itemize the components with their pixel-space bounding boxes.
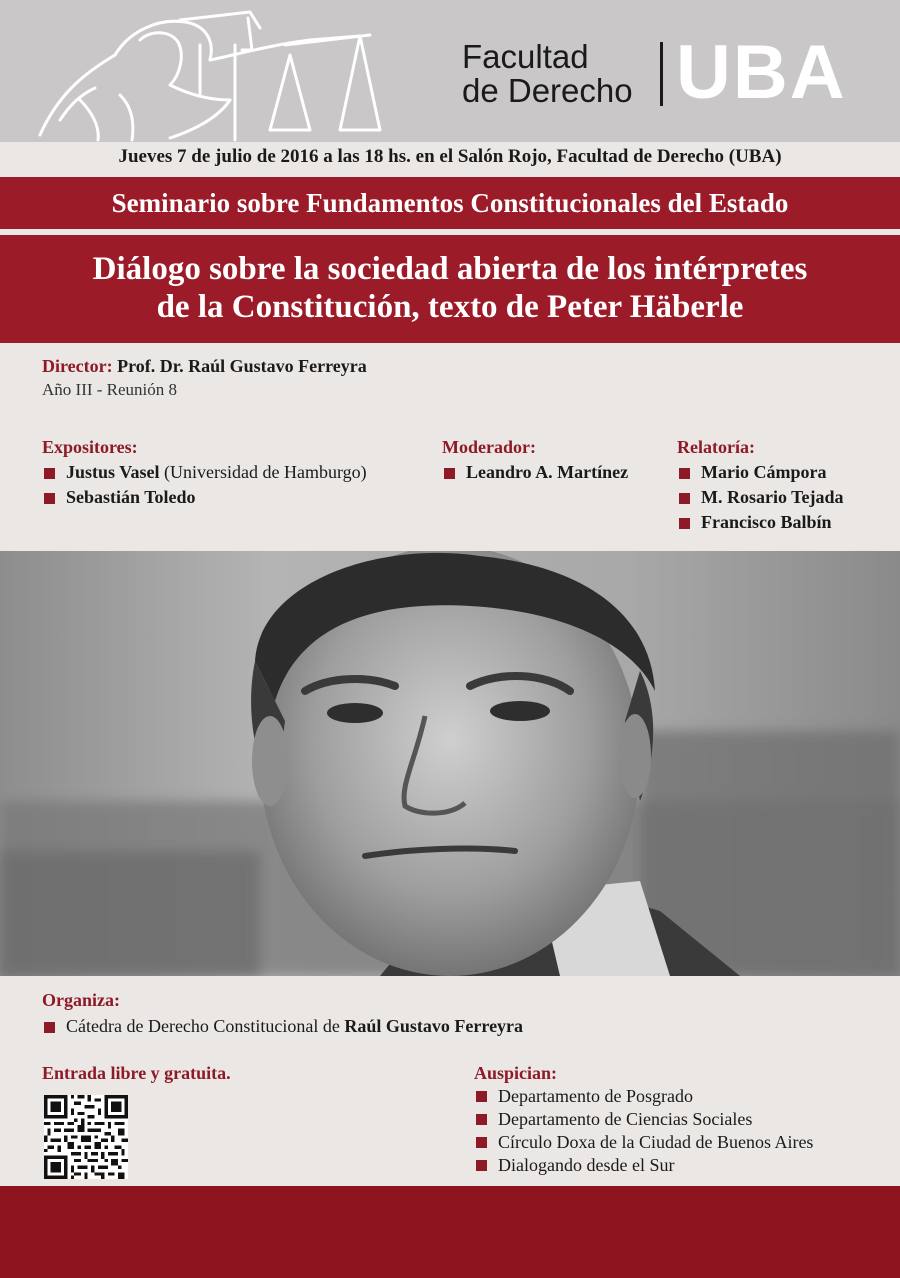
sponsor-name: Departamento de Posgrado xyxy=(498,1086,693,1106)
sponsor-name: Dialogando desde el Sur xyxy=(498,1155,675,1175)
relatoria-section xyxy=(677,437,844,535)
portrait-photo xyxy=(0,551,900,976)
organiza-section xyxy=(42,990,523,1039)
director-line xyxy=(42,356,367,377)
meeting-info: Año III - Reunión 8 xyxy=(42,380,178,399)
square-bullet-icon xyxy=(444,468,455,479)
qr-code[interactable] xyxy=(44,1095,128,1179)
director-label: Director: xyxy=(42,356,113,376)
relatoria-label: Relatoría: xyxy=(677,437,755,457)
moderador-name: Leandro A. Martínez xyxy=(466,462,629,482)
square-bullet-icon xyxy=(476,1091,487,1102)
sponsor-name: Círculo Doxa de la Ciudad de Buenos Aires xyxy=(498,1132,814,1152)
uba-logo-text: UBA xyxy=(676,30,847,115)
expositor-affiliation: (Universidad de Hamburgo) xyxy=(164,462,367,482)
list-item xyxy=(677,485,844,510)
event-title-line-1: Diálogo sobre la sociedad abierta de los intérpretes xyxy=(92,251,808,287)
director-name: Prof. Dr. Raúl Gustavo Ferreyra xyxy=(117,356,367,376)
square-bullet-icon xyxy=(44,493,55,504)
list-item xyxy=(677,460,844,485)
list-item xyxy=(474,1085,813,1108)
sponsor-name: Departamento de Ciencias Sociales xyxy=(498,1109,753,1129)
square-bullet-icon xyxy=(476,1114,487,1125)
expositor-name: Sebastián Toledo xyxy=(66,487,196,507)
header-divider xyxy=(660,42,663,106)
square-bullet-icon xyxy=(44,1022,55,1033)
organiza-text: Cátedra de Derecho Constitucional de xyxy=(66,1016,345,1036)
relator-name: Mario Cámpora xyxy=(701,462,827,482)
relator-name: M. Rosario Tejada xyxy=(701,487,844,507)
header-banner xyxy=(0,0,900,142)
faculty-line-1: Facultad xyxy=(462,38,589,75)
list-item xyxy=(42,1014,523,1039)
footer-band xyxy=(0,1186,900,1278)
square-bullet-icon xyxy=(679,493,690,504)
square-bullet-icon xyxy=(44,468,55,479)
entry-free-text: Entrada libre y gratuita. xyxy=(42,1063,231,1083)
justice-statue-logo xyxy=(20,0,400,142)
list-item xyxy=(442,460,628,485)
list-item xyxy=(474,1108,813,1131)
auspician-label: Auspician: xyxy=(474,1063,558,1083)
portrait-illustration xyxy=(0,551,900,976)
expositores-label: Expositores: xyxy=(42,437,138,457)
auspician-section xyxy=(474,1063,813,1177)
square-bullet-icon xyxy=(679,468,690,479)
faculty-name xyxy=(462,40,633,108)
faculty-line-2: de Derecho xyxy=(462,72,633,109)
list-item xyxy=(474,1154,813,1177)
moderador-label: Moderador: xyxy=(442,437,536,457)
moderador-section xyxy=(442,437,628,485)
square-bullet-icon xyxy=(476,1160,487,1171)
list-item xyxy=(474,1131,813,1154)
event-title-banner xyxy=(0,235,900,343)
organiza-name: Raúl Gustavo Ferreyra xyxy=(344,1016,524,1036)
organiza-label: Organiza: xyxy=(42,990,120,1010)
list-item xyxy=(677,510,844,535)
list-item xyxy=(42,485,367,510)
event-title-line-2: de la Constitución, texto de Peter Häberle xyxy=(156,289,744,325)
expositor-name: Justus Vasel xyxy=(66,462,160,482)
event-date-line: Jueves 7 de julio de 2016 a las 18 hs. en el Salón Rojo, Facultad de Derecho (UBA) xyxy=(118,146,782,167)
list-item xyxy=(42,460,367,485)
seminar-banner: Seminario sobre Fundamentos Constitucionales del Estado xyxy=(0,177,900,229)
relator-name: Francisco Balbín xyxy=(701,512,832,532)
square-bullet-icon xyxy=(679,518,690,529)
square-bullet-icon xyxy=(476,1137,487,1148)
expositores-section xyxy=(42,437,367,510)
